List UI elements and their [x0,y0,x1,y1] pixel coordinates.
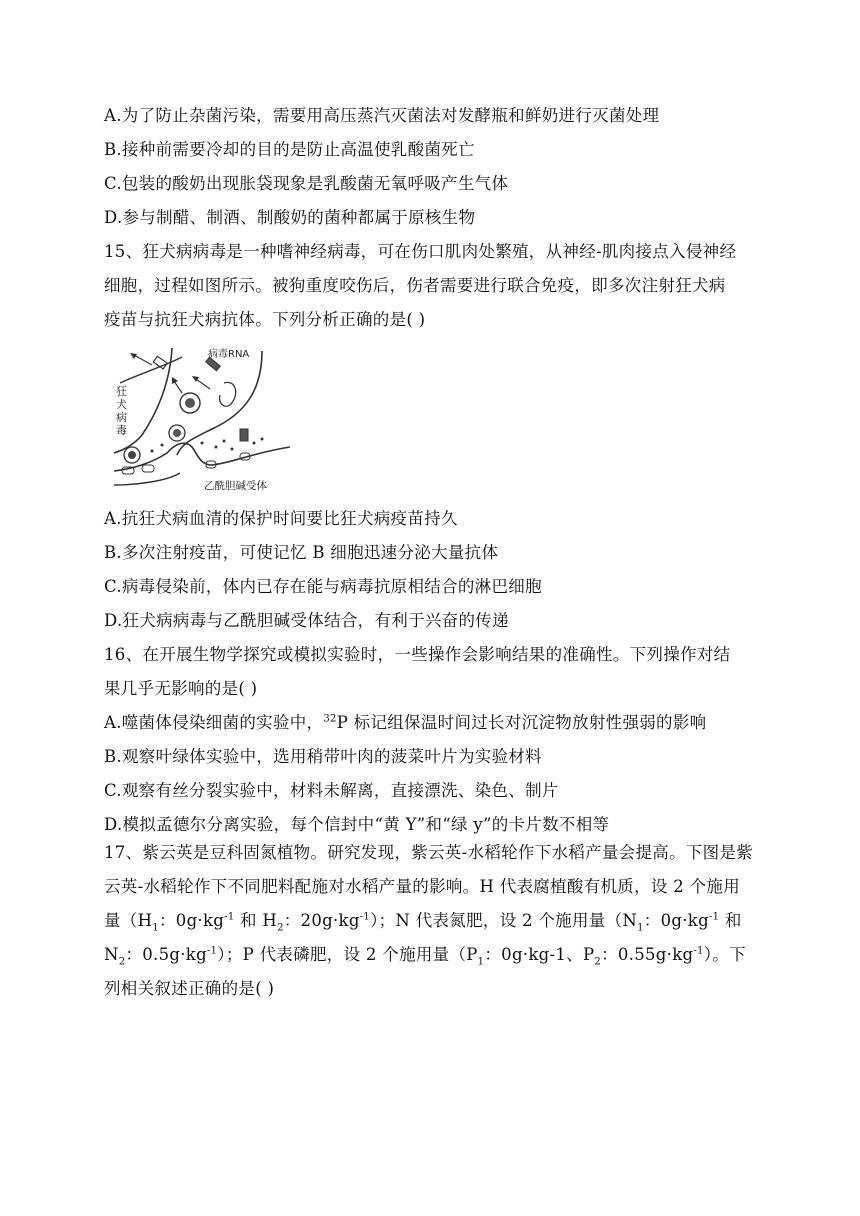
q17-t2: ：0g·kg [158,911,225,930]
q14-option-b: B.接种前需要冷却的目的是防止高温使乳酸菌死亡 [104,140,475,159]
q17-t6: ：0g·kg [643,911,709,930]
q17-u5: -1 [693,945,704,957]
q15-option-b: B.多次注射疫苗，可使记忆 B 细胞迅速分泌大量抗体 [104,543,499,562]
q16-option-a [104,712,706,734]
label-acetylcholine-receptor: 乙酰胆碱受体 [204,480,267,492]
q17-t10: ：0g·kg-1、P [484,945,595,964]
q17-s1: 1 [152,922,159,934]
label-virus-char-1: 狂 [116,385,127,398]
q16-option-a-post: P 标记组保温时间过长对沉淀物放射性强弱的影响 [336,713,707,732]
label-virus-char-4: 毒 [116,424,127,437]
label-virus-char-2: 犬 [116,398,127,411]
q17-t11: ：0.55g·kg [601,945,694,964]
q17-t1: 17、紫云英是豆科固氮植物。研究发现，紫云英-水稻轮作下水稻产量会提高。下图是紫云英-水稻轮作下不同肥料配施对水稻产量的影响。H 代表腐植酸有机质，设 2 个施用量（H [104,843,754,930]
q17-s6: 2 [594,956,602,968]
q14-option-d: D.参与制醋、制酒、制酸奶的菌种都属于原核生物 [104,208,476,227]
q17-u4: -1 [206,945,218,957]
label-virus-char-3: 病 [116,411,127,424]
q16-stem-line1: 16、在开展生物学探究或模拟实验时，一些操作会影响结果的准确性。下列操作对结 [104,645,731,664]
q17-u3: -1 [708,911,720,923]
q14-option-a: A.为了防止杂菌污染，需要用高压蒸汽灭菌法对发酵瓶和鲜奶进行灭菌处理 [104,106,660,125]
q15-stem-line2: 细胞，过程如图所示。被狗重度咬伤后，伤者需要进行联合免疫，即多次注射狂犬病 [104,276,726,295]
q14-option-c: C.包装的酸奶出现胀袋现象是乳酸菌无氧呼吸产生气体 [104,174,509,193]
q17-s3: 1 [637,922,644,934]
q15-option-a: A.抗狂犬病血清的保护时间要比狂犬病疫苗持久 [104,509,458,528]
q17-t5: ）；N 代表氮肥，设 2 个施用量（N [370,911,638,930]
q17-u2: -1 [359,911,371,923]
q17-t8: ：0.5g·kg [125,945,207,964]
q16-option-d: D.模拟孟德尔分离实验，每个信封中“黄 Y”和“绿 y”的卡片数不相等 [104,815,610,834]
q17-t7: 和 N [104,911,742,964]
q17-t3: 和 H [234,911,278,930]
q15-stem-line1: 15、狂犬病病毒是一种嗜神经病毒，可在伤口肌肉处繁殖，从神经-肌肉接点入侵神经 [104,242,737,261]
q16-option-b: B.观察叶绿体实验中，选用稍带叶肉的菠菜叶片为实验材料 [104,747,542,766]
q17-u1: -1 [224,911,235,923]
q15-option-c: C.病毒侵染前，体内已存在能与病毒抗原相结合的淋巴细胞 [104,577,542,596]
q16-option-c: C.观察有丝分裂实验中，材料未解离，直接漂洗、染色、制片 [104,781,559,800]
q15-stem-line3: 疫苗与抗狂犬病抗体。下列分析正确的是( ) [104,310,426,329]
q17-s5: 1 [477,956,485,968]
q17-s2: 2 [277,922,284,934]
rabies-virus-figure [112,343,292,493]
q17-t4: ：20g·kg [283,911,360,930]
q17-s4: 2 [118,956,126,968]
label-viral-rna: 病毒RNA [208,349,250,360]
q17-stem [104,836,754,1006]
q17-t12: ）。下列相关叙述正确的是( ) [104,945,746,998]
q15-option-d: D.狂犬病病毒与乙酰胆碱受体结合，有利于兴奋的传递 [104,611,509,630]
q16-option-a-sup: 32 [323,713,337,725]
q16-stem-line2: 果几乎无影响的是( ) [104,679,258,698]
q16-option-a-pre: A.噬菌体侵染细菌的实验中， [104,713,324,732]
q17-t9: ）；P 代表磷肥，设 2 个施用量（P [217,945,478,964]
